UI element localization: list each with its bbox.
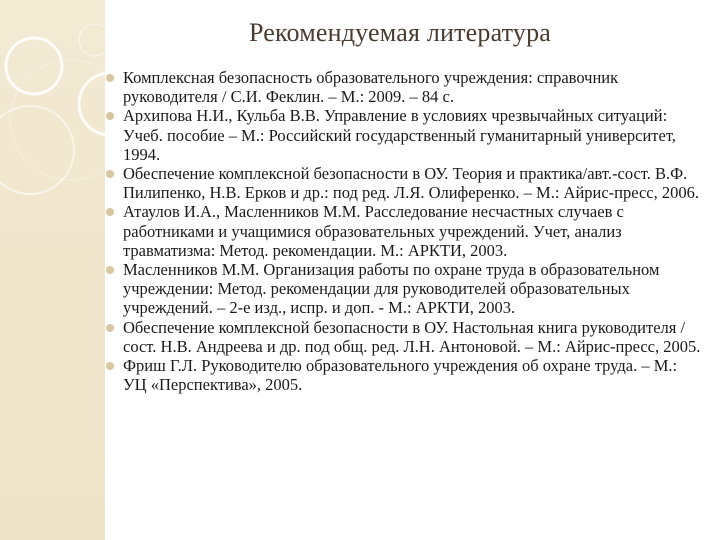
reference-text: Фриш Г.Л. Руководителю образовательного учреждения об охране труда. – М.: УЦ «Перспектива», 2005. (123, 356, 678, 395)
list-item (103, 260, 703, 318)
list-item (103, 356, 703, 394)
reference-list (103, 68, 703, 394)
reference-text: Обеспечение комплексной безопасности в ОУ. Настольная книга руководителя / сост. Н.В. Андреева и др. под общ. ред. Л.Н. Антоновой. – М.: Айрис-пресс, 2005. (123, 317, 701, 356)
list-item (103, 318, 703, 356)
list-item (103, 164, 703, 202)
reference-text: Комплексная безопасность образовательного учреждения: справочник руководителя / С.И. Феклин. – М.: 2009. – 84 с. (123, 68, 619, 107)
bullet-icon (106, 208, 114, 216)
reference-text: Масленников М.М. Организация работы по охране труда в образовательном учреждении: Метод. рекомендации для руководителей образовательных учреждений. – 2-е изд., испр. и доп. - М.: АРКТИ, 2003. (123, 260, 660, 318)
slide-title: Рекомендуемая литература (248, 18, 552, 47)
bullet-icon (106, 112, 114, 120)
list-item (103, 68, 703, 106)
reference-text: Атаулов И.А., Масленников М.М. Расследование несчастных случаев с работниками и учащимися образовательных учреждений. Учет, анализ травматизма: Метод. рекомендации. М.: АРКТИ, 2003. (123, 202, 624, 260)
reference-text: Архипова Н.И., Кульба В.В. Управление в условиях чрезвычайных ситуаций: Учеб. пособие – М.: Российский государственный гуманитарный университет, 1994. (123, 106, 676, 164)
decorative-side-panel (0, 0, 105, 540)
bullet-icon (106, 74, 114, 82)
list-item (103, 202, 703, 260)
list-item (103, 106, 703, 164)
reference-text: Обеспечение комплексной безопасности в ОУ. Теория и практика/авт.-сост. В.Ф. Пилипенко, Н.В. Ерков и др.: под ред. Л.Я. Олиференко. – М.: Айрис-пресс, 2006. (123, 164, 700, 203)
bullet-icon (106, 266, 114, 274)
bullet-icon (106, 170, 114, 178)
bullet-icon (106, 324, 114, 332)
bullet-icon (106, 362, 114, 370)
